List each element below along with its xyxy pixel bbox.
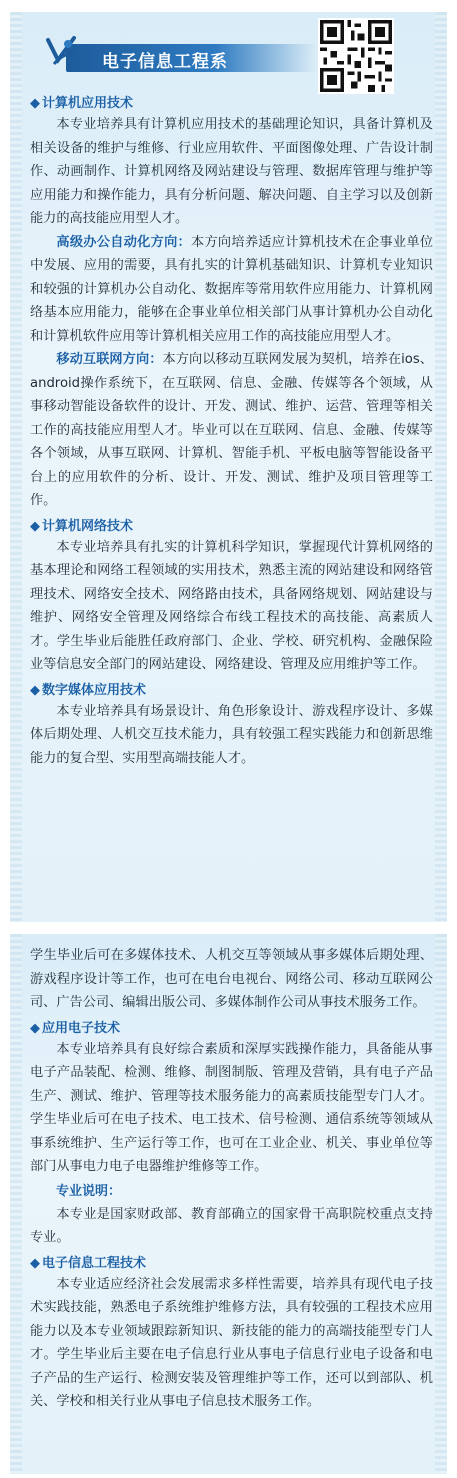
section-network-technology [30,517,433,677]
title-banner [66,44,316,72]
section-heading [30,1019,433,1038]
heading-text: 计算机应用技术 [42,96,134,111]
heading-text: 电子信息工程技术 [42,1255,147,1271]
direction-body: 本方向以移动互联网发展为契机，培养在ios、android操作系统下，在互联网、信息、金融、传媒等各个领域，从事移动智能设备软件的设计、开发、测试、维护、运营、管理等相关工作的高技能应用型人才。毕业可以在互联网、信息、金融、传媒等各个领域，从事互联网、计算机、智能手机、平板电脑等智能设备平台上的应用软件的分析、设计、开发、测试、维护及项目管理等工作。 [30,352,433,508]
section-body: 本专业培养具有扎实的计算机科学知识，掌握现代计算机网络的基本理论和网络工程领域的实用技术，熟悉主流的网站建设和网络管理技术、网络安全技术、网络路由技术，具备网络规划、网站建设与维护、网络安全管理及网络综合布线工程技术的高技能、高素质人才。学生毕业后能胜任政府部门、企业、学校、研究机构、金融保险业等信息安全部门的网站建设、网络建设、管理及应用维护等工作。 [30,539,433,672]
section-heading [30,94,433,113]
section-electronic-info-engineering [30,1254,433,1414]
heading-text: 数字媒体应用技术 [42,682,147,698]
dept-logo-icon [44,34,78,68]
diamond-bullet-icon: ◆ [30,682,40,698]
brochure-panel-top [10,12,447,922]
section-heading [30,517,433,536]
panel-left-edge [10,12,22,922]
heading-text: 计算机网络技术 [42,518,134,534]
section-applied-electronics [30,1019,433,1250]
qr-code-icon [318,18,394,94]
brochure-panel-bottom [10,934,447,1474]
direction-office-automation [30,231,433,349]
direction-label: 移动互联网方向： [56,352,163,367]
note-label: 专业说明： [56,1183,122,1199]
panel-right-edge [435,934,447,1474]
direction-mobile-internet [30,348,433,513]
panel-left-edge [10,934,22,1474]
section-digital-media [30,681,433,771]
diamond-bullet-icon: ◆ [30,96,40,111]
heading-text: 应用电子技术 [42,1020,121,1036]
diamond-bullet-icon: ◆ [30,1255,40,1271]
section-heading [30,1254,433,1273]
diamond-bullet-icon: ◆ [30,518,40,534]
section-computer-application [30,94,433,513]
direction-body: 本方向培养适应计算机技术在企事业单位中发展、应用的需要，具有扎实的计算机基础知识、计算机专业知识和较强的计算机办公自动化、数据库等常用软件应用能力、计算机网络基本应用能力，能够在企事业单位相关部门从事计算机办公自动化和计算机软件应用等计算机相关应用工作的高技能应用型人才。 [30,234,434,344]
section-body: 本专业培养具有良好综合素质和深厚实践操作能力，具备能从事电子产品装配、检测、维修、制图制版、管理及营销，具有电子产品生产、测试、维护、管理等技术服务能力的高素质技能型专门人才。学生毕业后可在电子技术、电工技术、信号检测、通信系统等领域从事系统维护、生产运行等工作，也可在工业企业、机关、事业单位等部门从事电力电子电器维护维修等工作。 [30,1041,433,1174]
panel-right-edge [435,12,447,922]
digital-media-continuation: 学生毕业后可在多媒体技术、人机交互等领域从事多媒体后期处理、游戏程序设计等工作，也可在电台电视台、网络公司、移动互联网公司、广告公司、编辑出版公司、多媒体制作公司从事技术服务工作。 [30,948,433,1010]
diamond-bullet-icon: ◆ [30,1020,40,1036]
direction-label: 高级办公自动化方向： [56,234,191,250]
page-title: 电子信息工程系 [102,52,228,72]
note-body: 本专业是国家财政部、教育部确立的国家骨干高职院校重点支持专业。 [30,1206,433,1245]
page-header [30,12,433,90]
section-body: 本专业培养具有场景设计、角色形象设计、游戏程序设计、多媒体后期处理、人机交互技术能力，具有较强工程实践能力和创新思维能力的复合型、实用型高端技能人才。 [30,703,433,766]
section-body: 本专业培养具有计算机应用技术的基础理论知识，具备计算机及相关设备的维护与维修、行业应用软件、平面图像处理、广告设计制作、动画制作、计算机网络及网站建设与管理、数据库管理与维护等应用能力和操作能力，具有分析问题、解决问题、自主学习以及创新能力的高技能应用型人才。 [30,117,433,226]
section-heading [30,681,433,700]
section-body: 本专业适应经济社会发展需求多样性需要，培养具有现代电子技术实践技能，熟悉电子系统维护维修方法，具有较强的工程技术应用能力以及本专业领域跟踪新知识、新技能的能力的高端技能型专门人才。学生毕业后主要在电子信息行业从事电子信息行业电子设备和电子产品的生产运行、检测安装及管理维护等工作，还可以到部队、机关、学校和相关行业从事电子信息技术服务工作。 [30,1276,433,1409]
